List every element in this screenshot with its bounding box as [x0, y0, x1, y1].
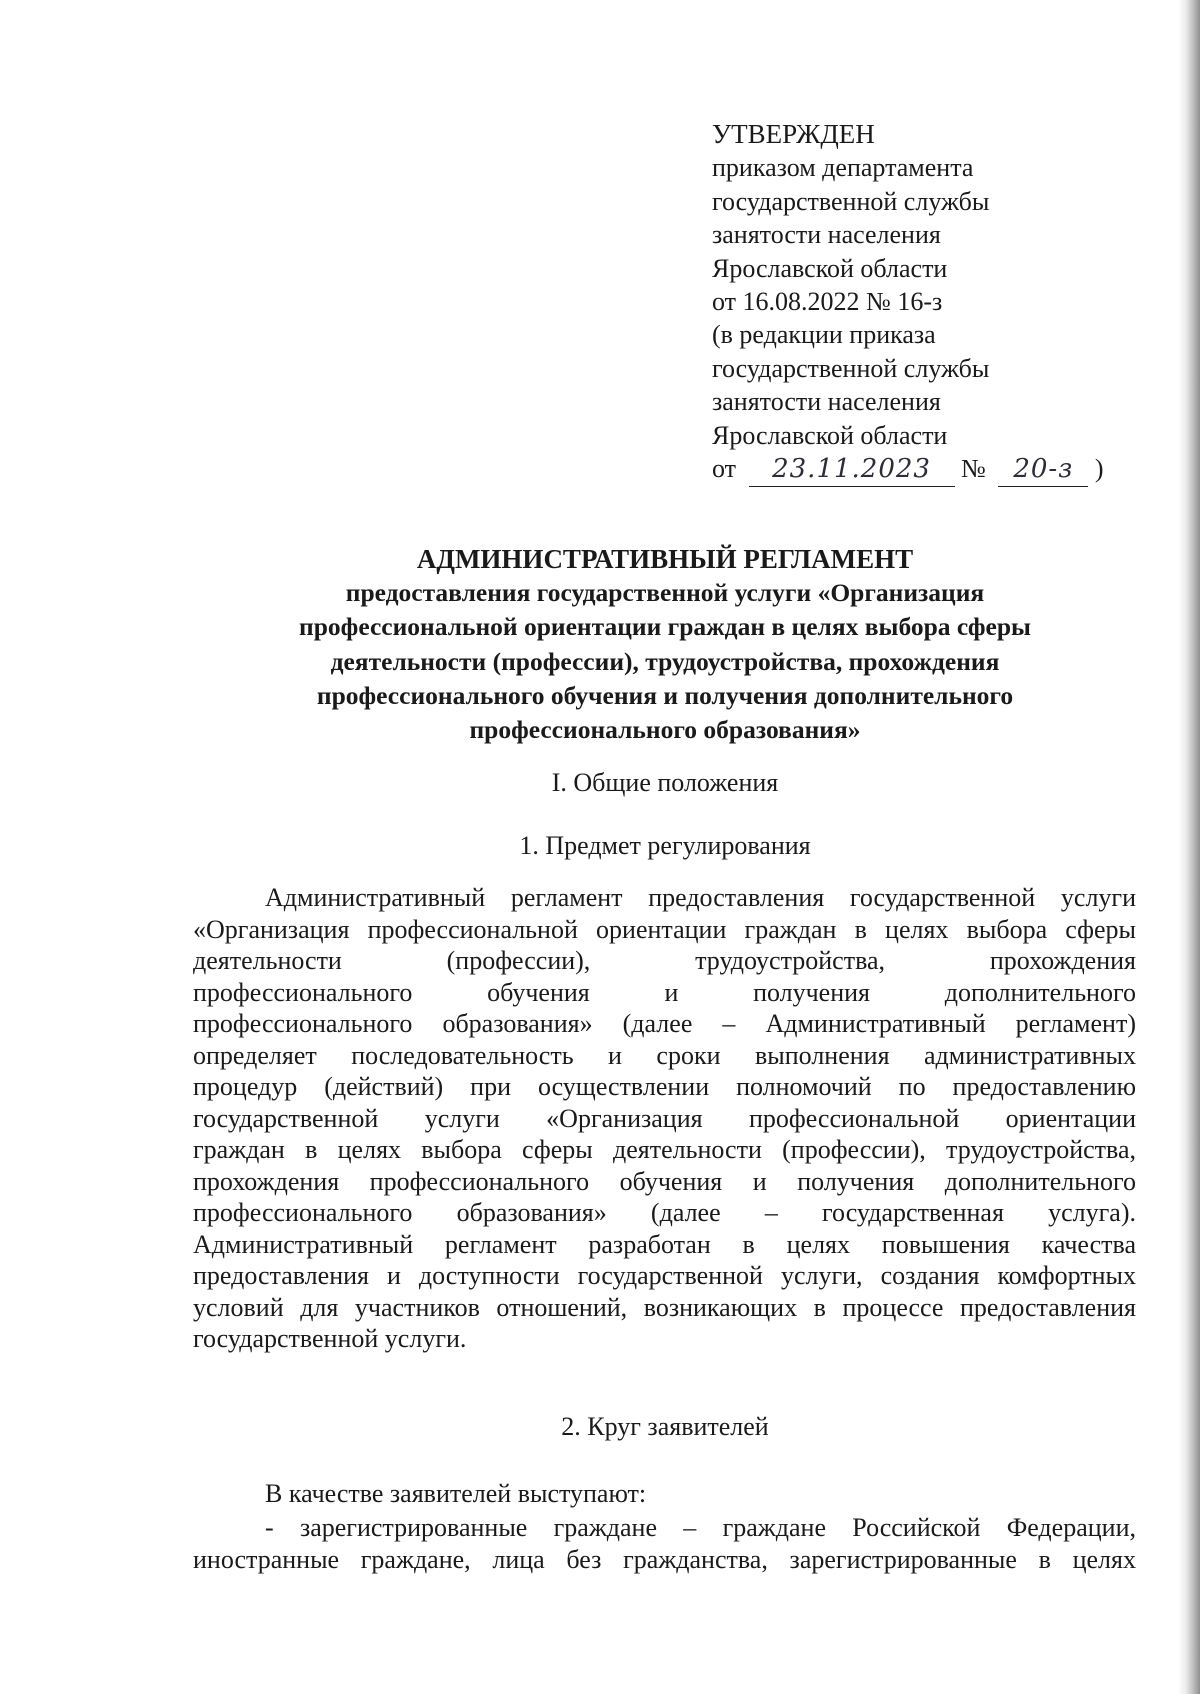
approval-heading: УТВЕРЖДЕН: [712, 119, 875, 149]
amendment-number-handwritten: 20-з: [998, 453, 1088, 487]
paragraph-line: Административный регламент разработан в целях повышения качества: [193, 1229, 1136, 1259]
paragraph-line: «Организация профессиональной ориентации граждан в целях выбора сферы: [193, 914, 1136, 944]
paragraph-line: иностранные граждане, лица без гражданства, зарегистрированные в целях: [193, 1545, 1136, 1574]
approval-block: [712, 118, 1132, 487]
approval-line: занятости населения: [712, 387, 941, 417]
paragraph-line: прохождения профессионального обучения и получения дополнительного: [193, 1166, 1136, 1196]
title-subline: профессиональной ориентации граждан в целях выбора сферы: [299, 612, 1031, 642]
title-subline: профессионального образования»: [469, 715, 861, 745]
approval-line: государственной службы: [712, 186, 990, 216]
approval-order-ref: от 16.08.2022 № 16-з: [712, 287, 943, 317]
approval-line: Ярославской области: [712, 420, 948, 450]
paragraph-line: профессионального образования» (далее – государственная услуга).: [193, 1198, 1136, 1227]
paragraph-line: деятельности (профессии), трудоустройства, прохождения: [193, 946, 1136, 975]
subsection-heading: 1. Предмет регулирования: [519, 831, 811, 860]
approval-line: Ярославской области: [712, 253, 948, 283]
amendment-number-label: №: [961, 454, 986, 484]
list-item: - зарегистрированные граждане – граждане Российской Федерации,: [265, 1513, 1136, 1542]
amendment-line: [712, 452, 1132, 487]
subsection-heading: 2. Круг заявителей: [561, 1412, 769, 1441]
title-subline: деятельности (профессии), трудоустройства, прохождения: [330, 646, 1000, 676]
section-heading: I. Общие положения: [551, 768, 779, 797]
approval-line: приказом департамента: [712, 153, 974, 183]
amendment-prefix: от: [712, 454, 737, 484]
paragraph-line: В качестве заявителей выступают:: [265, 1479, 647, 1508]
title-subline: профессионального обучения и получения дополнительного: [316, 680, 1014, 710]
paragraph-line: государственной услуги «Организация профессиональной ориентации: [193, 1103, 1136, 1133]
paragraph-line: профессионального обучения и получения дополнительного: [193, 977, 1136, 1007]
approval-line: занятости населения: [712, 220, 941, 250]
paragraph-line: условий для участников отношений, возникающих в процессе предоставления: [193, 1292, 1136, 1322]
title-subline: предоставления государственной услуги «Организация: [345, 578, 985, 607]
paragraph-line: определяет последовательность и сроки выполнения административных: [193, 1040, 1136, 1070]
paragraph-line: процедур (действий) при осуществлении полномочий по предоставлению: [193, 1072, 1136, 1101]
paragraph-line: Административный регламент предоставления государственной услуги: [265, 883, 1136, 912]
paragraph-line: предоставления и доступности государственной услуги, создания комфортных: [193, 1261, 1136, 1290]
document-title: [185, 542, 1145, 747]
scan-edge-shadow: [1178, 0, 1200, 1694]
paragraph-line: граждан в целях выбора сферы деятельности (профессии), трудоустройства,: [193, 1135, 1136, 1164]
paragraph-line: профессионального образования» (далее – Административный регламент): [193, 1009, 1136, 1038]
approval-line: (в редакции приказа: [712, 320, 936, 350]
amendment-date-handwritten: 23.11.2023: [749, 453, 955, 487]
approval-line: государственной службы: [712, 353, 990, 383]
paragraph-line: государственной услуги.: [193, 1324, 467, 1353]
amendment-close-paren: ): [1094, 454, 1104, 484]
title-main: АДМИНИСТРАТИВНЫЙ РЕГЛАМЕНТ: [416, 544, 914, 574]
